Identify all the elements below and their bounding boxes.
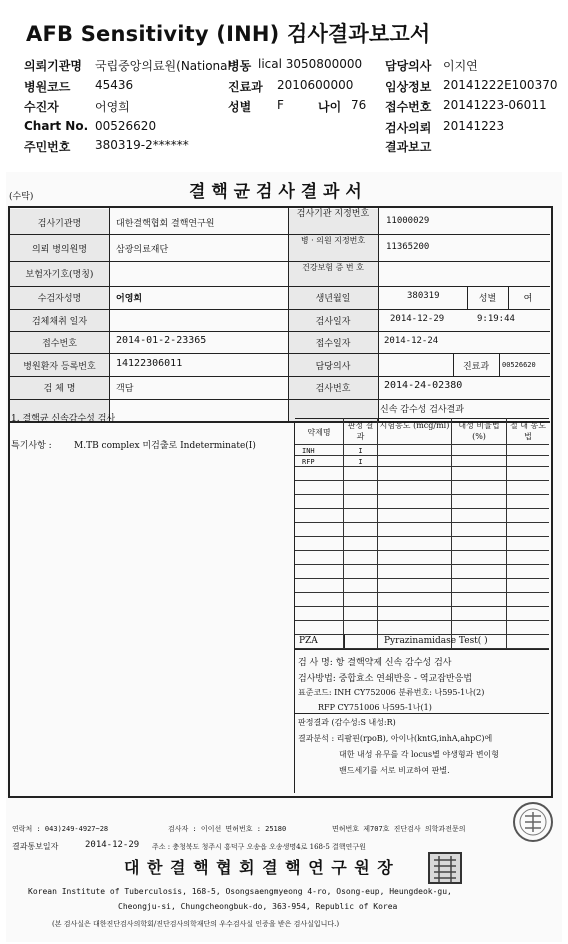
test-number-value: 2014-24-02380 [384, 380, 463, 391]
sex-label: 성별 [228, 100, 252, 114]
ward-value: lical 3050800000 [258, 57, 363, 71]
collection-date-label: 검체채취 일자 [31, 317, 88, 327]
accession-label: 접수번호 [42, 339, 77, 349]
result-inh: I [358, 447, 363, 455]
round-seal-icon [511, 800, 555, 844]
form-mark: (수탁) [9, 192, 34, 202]
doctor-value: 이지연 [443, 59, 478, 73]
age-value: 76 [351, 98, 367, 112]
chart-no-label: Chart No. [24, 119, 89, 133]
result-grid [295, 418, 549, 662]
test-item: 1. 결핵균 신속감수성 검사 [11, 414, 116, 424]
report-date-value: 2014-12-29 [85, 840, 140, 850]
test-number-label: 검사번호 [315, 384, 351, 394]
licensee: 면허번호 제707호 진단검사 의학과전문의 [332, 825, 466, 833]
receipt-number-label: 접수번호 [385, 100, 432, 114]
square-seal-icon [427, 851, 463, 885]
birth-value: 380319 [407, 291, 440, 301]
chart-no-value: 00526620 [95, 119, 157, 133]
standard-code-1: 표준코드: INH CY752006 분류번호: 나595-1나(2) [298, 688, 485, 697]
interpretation-1: 결과분석 : 리팜핀(rpoB), 아이나(kntG,inhA,ahpC)에 [298, 734, 493, 743]
insurer-label: 보험자기호(명칭) [25, 270, 94, 280]
certification-note: (본 검사실은 대한진단검사의학회/진단검사의학재단의 우수검사실 인증을 받은 검사실입니다.) [52, 920, 340, 928]
header-absolute: 절 대 농도법 [510, 421, 546, 441]
result-table-title: 신속 감수성 검사결과 [380, 405, 464, 415]
report-date-label: 결과통보일자 [12, 842, 59, 851]
request-date-value: 20141223 [443, 119, 505, 133]
patient-label: 수진자 [24, 100, 59, 114]
clinic-number-value: 11365200 [386, 242, 430, 252]
interpretation-2: 대한 내성 유무를 각 locus별 야생형과 변이형 [339, 750, 500, 759]
receipt-number-value: 20141223-06011 [443, 98, 547, 112]
accept-date-value: 2014-12-24 [384, 336, 439, 346]
department-label: 진료과 [228, 80, 263, 94]
requesting-org-value: 국립중앙의료원(National [95, 59, 231, 73]
header-proportion: 내성 비율법(%) [458, 421, 500, 441]
specimen-label: 검 체 명 [43, 384, 76, 394]
patient-value: 어영희 [95, 100, 130, 114]
pza-label: PZA [299, 636, 318, 646]
age-label: 나이 [318, 100, 342, 114]
doctor-label: 담당의사 [385, 59, 432, 73]
department-value: 2010600000 [277, 78, 354, 92]
requesting-org-label: 의뢰기관명 [24, 59, 82, 73]
drug-inh: INH [302, 447, 315, 455]
sex-label-doc: 성별 [478, 294, 497, 304]
clinical-info-label: 임상정보 [385, 80, 432, 94]
dept-value-doc: 00526620 [502, 361, 536, 369]
birth-label: 생년월일 [315, 294, 351, 304]
scanned-result-document [6, 172, 562, 942]
clinic-number-label: 병 · 의원 지정번호 [300, 236, 366, 245]
test-time-value: 9:19:44 [477, 314, 515, 324]
method-procedure: 검사방법: 중합효소 연쇄반응 - 역교잡반응법 [298, 674, 473, 684]
patient-name-label: 수검자성명 [37, 294, 82, 304]
resident-no-value: 380319-2****** [95, 138, 189, 152]
clinical-info-value: 20141222E100370 [443, 78, 558, 92]
exam-org-label: 검사기관명 [37, 219, 82, 229]
attending-doctor-label: 담당의사 [315, 362, 351, 372]
hospital-code-value: 45436 [95, 78, 134, 92]
pza-test: Pyrazinamidase Test( ) [384, 636, 488, 646]
english-address-1: Korean Institute of Tuberculosis, 168-5, Osongsaengmyeong 4-ro, Osong-eup, Heungdeok-gu, [28, 887, 452, 896]
designation-label: 검사기관 지정번호 [296, 209, 370, 219]
result-rfp: I [358, 458, 363, 466]
accession-value: 2014-01-2-23365 [116, 335, 207, 346]
designation-value: 11000029 [386, 216, 430, 226]
note-label: 특기사항 : [11, 441, 52, 451]
report-title: AFB Sensitivity (INH) 검사결과보고서 [26, 22, 431, 46]
accept-date-label: 접수일자 [315, 339, 351, 349]
patient-name-value: 어영희 [116, 294, 143, 304]
hospital-code-label: 병원코드 [24, 80, 71, 94]
document-title: 결 핵 균 검 사 결 과 서 [189, 182, 362, 202]
test-date-label: 검사일자 [315, 317, 351, 327]
interpretation-3: 밴드세기를 서로 비교하여 판별. [339, 766, 450, 775]
institute-name: 대 한 결 핵 협 회 결 핵 연 구 원 장 [124, 858, 394, 877]
contact: 연락처 : 043)249-4927~28 [12, 825, 109, 833]
header-drug: 약제명 [307, 428, 331, 437]
standard-code-2: RFP CY751006 나595-1나(1) [318, 703, 432, 712]
specimen-value: 객담 [116, 384, 134, 394]
resident-no-label: 주민번호 [24, 140, 71, 154]
header-concentration: 시험농도 (mcg/ml) [379, 421, 450, 430]
note-text: M.TB complex 미검출로 Indeterminate(I) [74, 441, 256, 451]
method-name: 검 사 명: 항 결핵약제 신속 감수성 검사 [298, 658, 452, 668]
english-address-2: Cheongju-si, Chungcheongbuk-do, 363-954, Republic of Korea [118, 902, 398, 911]
address: 주소 : 충청북도 청주시 흥덕구 오송읍 오송생명4로 168-5 결핵연구원 [152, 843, 366, 851]
test-date-value: 2014-12-29 [390, 314, 445, 324]
request-date-label: 검사의뢰 [385, 121, 432, 135]
health-cert-label: 건강보험 증 번 호 [302, 263, 364, 272]
requesting-hospital-value: 삼광의료재단 [116, 245, 169, 255]
sex-value-doc: 여 [523, 294, 533, 304]
examiner: 검사자 : 이이선 면허번호 : 25180 [168, 825, 287, 833]
result-report-label: 결과보고 [385, 140, 432, 154]
requesting-hospital-label: 의뢰 병의원명 [31, 245, 88, 255]
registration-no-value: 14122306011 [116, 358, 183, 369]
criteria: 판정결과 (감수성:S 내성:R) [298, 718, 396, 727]
sex-value: F [277, 98, 284, 112]
header-result: 판정 결과 [347, 421, 374, 441]
ward-label: 병동 [228, 59, 252, 73]
drug-rfp: RFP [302, 458, 315, 466]
registration-no-label: 병원환자 등록번호 [23, 362, 96, 372]
exam-org-value: 대한결핵협회 결핵연구원 [116, 219, 215, 229]
dept-label-doc: 진료과 [462, 362, 490, 372]
